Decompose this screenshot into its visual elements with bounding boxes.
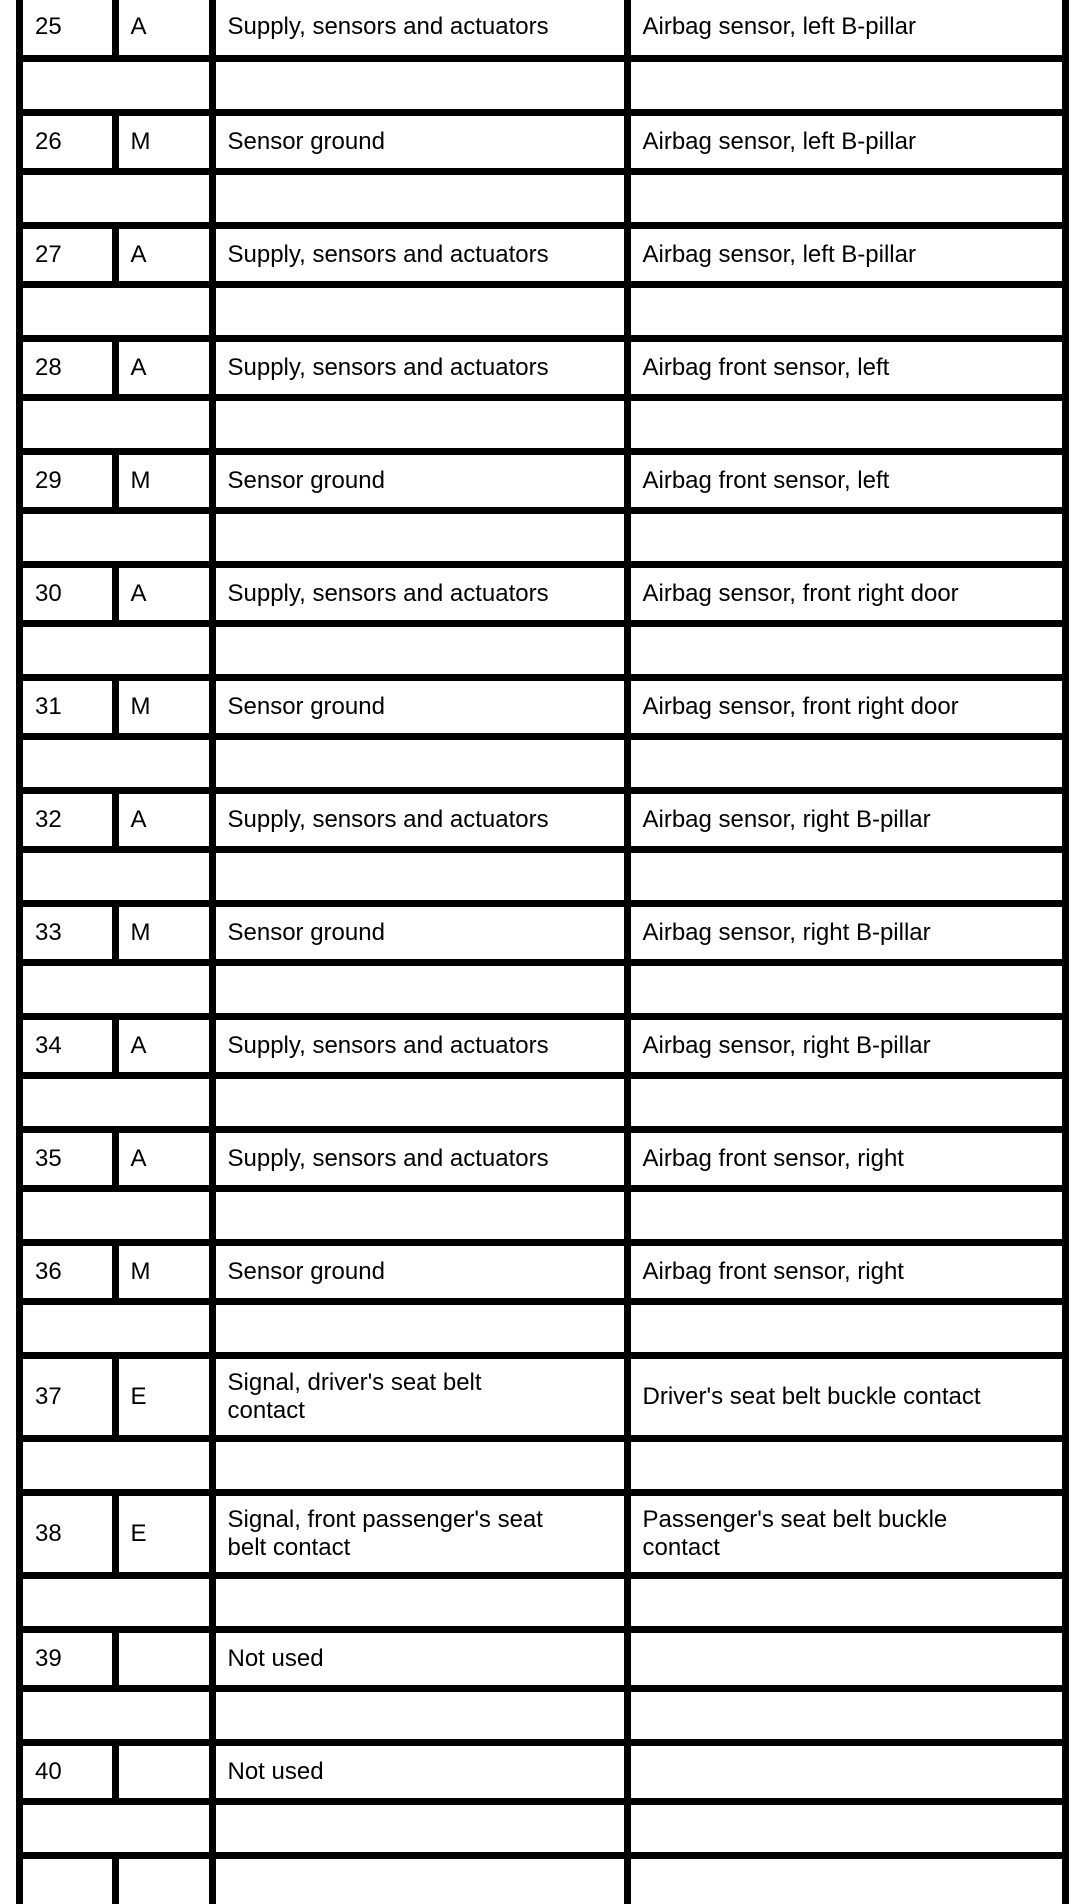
code-cell: A [119,342,209,394]
spacer-cell [23,175,209,222]
spacer-row [16,168,1069,222]
pin-cell: 39 [23,1633,112,1685]
table-row [16,1626,1069,1685]
spacer-row [16,394,1069,448]
table-row [16,1126,1069,1185]
component-cell: Airbag sensor, right B-pillar [631,907,1063,959]
spacer-cell [631,175,1063,222]
spacer-row [16,1072,1069,1126]
function-cell: Sensor ground [216,455,624,507]
spacer-row [16,55,1069,109]
spacer-cell [23,1305,209,1352]
component-cell: Airbag front sensor, left [631,342,1063,394]
pin-cell: 31 [23,681,112,733]
function-cell: Signal, driver's seat belt contact [216,1359,624,1435]
spacer-row [16,620,1069,674]
spacer-row [16,1685,1069,1739]
spacer-row [16,1435,1069,1489]
table-row [16,335,1069,394]
spacer-cell [216,853,624,900]
component-cell: Airbag sensor, front right door [631,681,1063,733]
code-cell: A [119,1133,209,1185]
spacer-cell [216,1805,624,1852]
spacer-cell [23,1079,209,1126]
component-cell: Airbag sensor, front right door [631,568,1063,620]
spacer-cell [23,288,209,335]
pin-cell: 29 [23,455,112,507]
table-row [16,1852,1069,1904]
table-row [16,222,1069,281]
code-cell: A [119,0,209,55]
spacer-cell [216,514,624,561]
spacer-cell [23,853,209,900]
spacer-cell [23,740,209,787]
code-cell: M [119,1246,209,1298]
pin-cell: 28 [23,342,112,394]
pin-cell: 37 [23,1359,112,1435]
spacer-cell [216,627,624,674]
pin-cell [23,1859,112,1904]
table-row [16,0,1069,55]
spacer-cell [216,1442,624,1489]
code-cell: A [119,229,209,281]
spacer-cell [216,1079,624,1126]
table-row [16,1352,1069,1435]
component-cell: Airbag sensor, left B-pillar [631,229,1063,281]
spacer-row [16,507,1069,561]
pin-cell: 27 [23,229,112,281]
function-cell: Supply, sensors and actuators [216,568,624,620]
pin-cell: 36 [23,1246,112,1298]
spacer-cell [216,740,624,787]
pin-cell: 25 [23,0,112,55]
component-cell: Airbag front sensor, right [631,1133,1063,1185]
spacer-cell [631,853,1063,900]
function-cell: Supply, sensors and actuators [216,1020,624,1072]
spacer-row [16,1798,1069,1852]
table-row [16,448,1069,507]
pin-cell: 40 [23,1746,112,1798]
code-cell: E [119,1359,209,1435]
spacer-cell [216,1305,624,1352]
spacer-cell [23,514,209,561]
table-row [16,900,1069,959]
pin-cell: 34 [23,1020,112,1072]
spacer-cell [631,1079,1063,1126]
code-cell: E [119,1496,209,1572]
pin-cell: 26 [23,116,112,168]
spacer-row [16,1298,1069,1352]
spacer-cell [216,288,624,335]
pin-cell: 32 [23,794,112,846]
code-cell: A [119,1020,209,1072]
spacer-cell [631,514,1063,561]
spacer-cell [631,1692,1063,1739]
spacer-cell [23,966,209,1013]
spacer-cell [216,1692,624,1739]
pin-cell: 33 [23,907,112,959]
function-cell: Sensor ground [216,907,624,959]
table-row [16,1489,1069,1572]
component-cell: Airbag sensor, right B-pillar [631,1020,1063,1072]
component-cell: Airbag sensor, right B-pillar [631,794,1063,846]
table-row [16,787,1069,846]
spacer-cell [23,1442,209,1489]
spacer-cell [631,1442,1063,1489]
function-cell: Signal, front passenger's seat belt contact [216,1496,624,1572]
code-cell: M [119,907,209,959]
function-cell: Supply, sensors and actuators [216,229,624,281]
spacer-cell [23,1579,209,1626]
spacer-row [16,846,1069,900]
spacer-cell [23,1192,209,1239]
spacer-cell [631,627,1063,674]
spacer-cell [631,1579,1063,1626]
spacer-cell [631,1192,1063,1239]
spacer-row [16,733,1069,787]
pin-cell: 35 [23,1133,112,1185]
spacer-cell [216,401,624,448]
table-row [16,674,1069,733]
spacer-row [16,959,1069,1013]
component-cell: Airbag front sensor, left [631,455,1063,507]
component-cell: Airbag sensor, left B-pillar [631,116,1063,168]
table-row [16,1239,1069,1298]
function-cell: Supply, sensors and actuators [216,342,624,394]
code-cell: A [119,568,209,620]
pin-cell: 30 [23,568,112,620]
code-cell: M [119,681,209,733]
spacer-cell [23,627,209,674]
spacer-cell [631,1805,1063,1852]
table-row [16,109,1069,168]
component-cell: Airbag front sensor, right [631,1246,1063,1298]
function-cell: Not used [216,1633,624,1685]
spacer-row [16,1572,1069,1626]
spacer-cell [216,1192,624,1239]
table-row [16,1739,1069,1798]
function-cell: Supply, sensors and actuators [216,1133,624,1185]
spacer-cell [23,1692,209,1739]
spacer-cell [23,62,209,109]
code-cell [119,1746,209,1798]
component-cell [631,1746,1063,1798]
component-cell: Driver's seat belt buckle contact [631,1359,1063,1435]
spacer-cell [631,966,1063,1013]
function-cell: Not used [216,1746,624,1798]
spacer-cell [23,1805,209,1852]
code-cell: M [119,116,209,168]
spacer-cell [631,1305,1063,1352]
function-cell: Supply, sensors and actuators [216,794,624,846]
component-cell: Passenger's seat belt buckle contact [631,1496,1063,1572]
function-cell: Sensor ground [216,116,624,168]
code-cell [119,1633,209,1685]
spacer-row [16,1185,1069,1239]
spacer-cell [216,62,624,109]
code-cell: A [119,794,209,846]
function-cell: Sensor ground [216,681,624,733]
pin-assignment-table [16,0,1069,1904]
spacer-cell [631,288,1063,335]
function-cell: Sensor ground [216,1246,624,1298]
component-cell: Airbag sensor, left B-pillar [631,0,1063,55]
spacer-cell [216,966,624,1013]
function-cell [216,1859,624,1904]
spacer-cell [216,175,624,222]
spacer-row [16,281,1069,335]
pin-cell: 38 [23,1496,112,1572]
spacer-cell [631,740,1063,787]
table-row [16,561,1069,620]
spacer-cell [631,401,1063,448]
code-cell: M [119,455,209,507]
spacer-cell [631,62,1063,109]
component-cell [631,1633,1063,1685]
table-row [16,1013,1069,1072]
spacer-cell [23,401,209,448]
component-cell [631,1859,1063,1904]
spacer-cell [216,1579,624,1626]
code-cell [119,1859,209,1904]
function-cell: Supply, sensors and actuators [216,0,624,55]
